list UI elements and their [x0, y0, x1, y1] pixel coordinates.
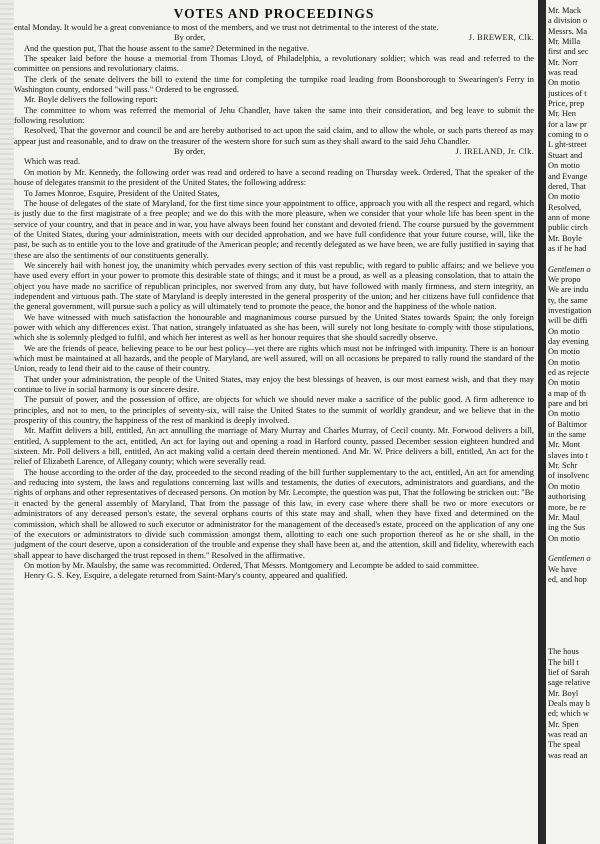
- paragraph: ental Monday. It would be a great conveniance to most of the members, and we trust not detrimental to the interest of the state.: [14, 23, 439, 32]
- side-column-line: On motio: [548, 326, 580, 336]
- side-column-line: investigation: [548, 305, 592, 315]
- side-column-line: was read an: [548, 750, 588, 760]
- side-column-line: On motio: [548, 78, 580, 88]
- paragraph: Mr. Boyle delivers the following report:: [24, 95, 158, 105]
- left-margin-edge: [0, 0, 14, 844]
- side-column-line: On motio: [548, 357, 580, 367]
- side-column-line: dered, That: [548, 181, 586, 191]
- side-column-line: On motio: [548, 192, 580, 202]
- side-column-line: Mr. Milla: [548, 37, 581, 47]
- side-column-line: of insolvenc: [548, 471, 590, 481]
- side-column-line: will be diffi: [548, 316, 588, 326]
- signature-line: [14, 147, 534, 157]
- paragraph: On motion by Mr. Kennedy, the following order was read and ordered to have a second reading on Thursday week. Ordered, That the speaker of the house of delegates transmit to the president of the United States, the following address:: [14, 167, 534, 188]
- side-column-line: Mr. Norr: [548, 57, 578, 67]
- side-column-gap: [548, 637, 600, 647]
- side-column-line: coming to o: [548, 130, 589, 140]
- side-column-line: On motio: [548, 378, 580, 388]
- side-column-line: We propo: [548, 274, 581, 284]
- side-column-line: Mr. Boyl: [548, 688, 579, 698]
- column-gutter: [538, 0, 546, 844]
- paragraph: That under your administration, the people of the United States, may enjoy the best blessings of heaven, is our most earnest wish, and that they may continue to live in social harmony is our sincere desire.: [14, 374, 534, 395]
- main-column: [14, 6, 534, 840]
- side-column-gap: [548, 596, 600, 606]
- side-column-line: ed as rejecte: [548, 368, 590, 378]
- side-column-line: On motio: [548, 409, 580, 419]
- adjacent-column-clipped: [548, 6, 600, 840]
- side-column-line: authorising: [548, 492, 586, 502]
- paragraph: The house according to the order of the day, proceeded to the second reading of the bill further supplementary to the act, entitled, An act for amending and reducing into system, the laws and regulations concerning last wills and testaments, the duties of executors, administrators and guardians, and the rights of orphans and other representatives of deceased persons. On motion by Mr. Lecompte, the question was put, That the following be stricken out: "Be it enacted by the general assembly of Maryland, That from the passage of this law, in every case where there shall be two or more executors or administrators of any deceased person's estate, the several orphans courts of this state may and shall, when they have fixed and determined on the commission, which shall be allowed to such executor or administrator for the management of the deceased's estate, proceed on the application of any one of the executors or administrators to divide such commission amongst them, allotting to each one such proportion thereof as he or she shall, in the judgment of the court deserve, upon a consideration of the trouble and expense they shall have been at, and the attention, skill and fidelity, wherewith each shall appear to have discharged the trust reposed in them." Resolved in the affirmative.: [14, 467, 534, 560]
- side-column-line: in the same: [548, 430, 587, 440]
- side-column-gap: [548, 606, 600, 616]
- side-column-line: a division o: [548, 16, 588, 26]
- signature-name: J. BREWER, Clk.: [468, 33, 534, 43]
- side-column-line: Mr. Maul: [548, 512, 580, 522]
- side-column-line: On motio: [548, 481, 580, 491]
- side-column-line: pare and bri: [548, 399, 588, 409]
- signature-prefix: By order,: [174, 33, 206, 43]
- side-column-line: sage relative: [548, 678, 591, 688]
- paragraph: On motion by Mr. Maulsby, the same was recommitted. Ordered, That Messrs. Montgomery and Lecompte be added to said committee.: [24, 560, 479, 570]
- side-column-line: Messrs. Ma: [548, 26, 588, 36]
- side-column-line: Mr. Mont: [548, 440, 581, 450]
- signature-prefix: By order,: [174, 147, 206, 157]
- signature-line: [14, 33, 534, 43]
- side-column-line: We have: [548, 564, 577, 574]
- side-column-line: for a law pr: [548, 119, 587, 129]
- side-column-line: Deals may b: [548, 699, 590, 709]
- side-column-line: slaves into t: [548, 450, 589, 460]
- side-column-line: ing the Sus: [548, 523, 586, 533]
- paragraph: And the question put, That the house assent to the same? Determined in the negative.: [24, 43, 309, 53]
- paragraph: The speaker laid before the house a memorial from Thomas Lloyd, of Philadelphia, a revolutionary soldier; which was read and referred to the committee on pensions and revolutionary claims.: [14, 54, 534, 74]
- paragraph: The clerk of the senate delivers the bill to extend the time for completing the turnpike road leading from Boonsborough to Swearingen's Ferry in Washington county, endorsed "will pass." Ordered to be engrossed.: [14, 74, 534, 95]
- side-column-line: Gentlemen o: [548, 264, 591, 274]
- paragraph: Mr. Maffitt delivers a bill, entitled, An act annulling the marriage of Mary Murray and Charles Murray, of Cecil county. Mr. Forwood delivers a bill, entitled, A supplement to the act, entitled, An act for laying out and opening a road in Harford county, passed December session eighteen hundred and sixteen. Mr. Poll delivers a bill, entitled, An act making valid a certain deed therein mentioned. And Mr. W. Price delivers a bill, entitled, An act for the relief of Elizabeth Larence, of Allegany county; which were severally read.: [14, 426, 534, 467]
- side-column-line: justices of t: [548, 88, 587, 98]
- paragraph: Resolved, That the governor and council be and are hereby authorised to act upon the said claim, and to allow the whole, or such parts thereof as may appear just and reasonable, and to draw on the treasurer of the western shore for such sum as they shall award to the said Jehu Chandler.: [14, 126, 534, 146]
- side-column-line: lief of Sarah: [548, 668, 590, 677]
- side-column-gap: [548, 254, 600, 264]
- paragraph: Henry G. S. Key, Esquire, a delegate returned from Saint-Mary's county, appeared and qualified.: [24, 571, 348, 581]
- side-column-line: ann of mone: [548, 212, 590, 222]
- side-column-line: Stuart and: [548, 150, 583, 160]
- side-column-line: as if he had: [548, 243, 587, 253]
- side-column-line: The bill t: [548, 657, 579, 667]
- side-column-line: first and sec: [548, 47, 589, 57]
- paragraph: We sincerely hail with honest joy, the unanimity which pervades every section of this vast republic, with regard to public affairs; and we believe you have used every effort in your power to promote this desirable state of things; and it must be a proud, as well as a pleasing consolation, that to attain the object you have made no sacrifice of republican principles, nor swerved from any duty, but have followed with manly firmness, and stern integrity, an independent and virtuous path. The state of Maryland is deeply interested in the general prosperity of the union; and her citizens have full confidence that the general government, will pursue such a policy as will ultimately tend to promote the peace, the honor and the happiness of the whole nation.: [14, 260, 534, 312]
- side-column-line: The hous: [548, 647, 579, 657]
- side-column-line: We are indu: [548, 285, 589, 295]
- side-column-line: day evening: [548, 337, 589, 346]
- side-column-gap: [548, 616, 600, 626]
- masthead: VOTES AND PROCEEDINGS: [173, 6, 375, 21]
- side-column-line: of Baltimor: [548, 419, 587, 429]
- side-column-line: and Evange: [548, 171, 588, 181]
- side-column-line: L ght-street: [548, 140, 587, 150]
- side-column-gap: [548, 544, 600, 554]
- side-column-line: On motio: [548, 161, 580, 171]
- side-column-line: The speal: [548, 740, 581, 750]
- paragraph: The house of delegates of the state of Maryland, for the first time since your appointment to office, approach you with all the respect and regard, which is justly due to the first magistrate of a free people; and we do this with the more pleasure, when we consider that your whole life has been spent in the service of your country, and that in peace and in war, you have always been found her constant and devoted friend. The course pursued by the government of the United States, during your administration, meets with our decided approbation, and we have full confidence that your future course, will, like the past, be such as to entitle you to the love and gratitude of the American people; and recently delegated as we have been, we are fully justified in saying that these are also the sentiments of our constituents generally.: [14, 198, 534, 260]
- side-column-gap: [548, 627, 600, 637]
- side-column-line: Mr. Hen: [548, 109, 576, 119]
- paragraph: The committee to whom was referred the memorial of Jehu Chandler, have taken the same into their consideration, and beg leave to submit the following resolution:: [14, 105, 534, 126]
- side-column-line: more, be re: [548, 502, 586, 512]
- paragraph: The pursuit of power, and the possession of office, are objects for which we should never make a sacrifice of the public good. A firm adherence to principles, and not to men, to the principles of seventy-six, will raise the United States to the summit of worldly grandeur, and we believe that in the prosperity of this country, the happiness of the rest of mankind is deeply involved.: [14, 395, 534, 426]
- side-column-line: ed; which w: [548, 709, 589, 719]
- side-column-line: public circh: [548, 223, 588, 233]
- side-column-line: was read: [548, 68, 578, 78]
- side-column-line: On motio: [548, 533, 580, 543]
- paragraph: We are the friends of peace, believing peace to be our best policy—yet there are rights which must not be infringed with impunity. There is an honour which must be maintained at all hazards, and the people of Maryland, are well assured, will on all occasions be prepared to rally round the standard of the Union, ready to lend their aid to the cause of their country.: [14, 343, 534, 374]
- side-column-line: Mr. Schr: [548, 461, 578, 471]
- signature-name: J. IRELAND, Jr. Clk.: [455, 147, 534, 157]
- side-column-line: Gentlemen o: [548, 554, 591, 564]
- paragraph: Which was read.: [24, 157, 81, 167]
- side-column-line: Mr. Spen: [548, 719, 579, 729]
- paragraph: We have witnessed with much satisfaction the honourable and magnanimous course pursued by the United States towards Spain; the only foreign power with which any differences exist. That nation, strangely infatuated as she has been, will surely not long hesitate to comply with those stipulations, which she is solemnly pledged to fulfil, and which her interest as well as her honour requires that she should sacredly observe.: [14, 312, 534, 343]
- side-column-gap: [548, 585, 600, 595]
- side-column-line: a map of th: [548, 388, 586, 398]
- side-column-line: ed, and hop: [548, 574, 587, 584]
- side-column-line: was read an: [548, 730, 588, 740]
- side-column-line: Mr. Boyle: [548, 233, 582, 243]
- side-column-line: Mr. Mack: [548, 6, 582, 15]
- side-column-line: On motio: [548, 347, 580, 357]
- address-salutation: To James Monroe, Esquire, President of the United States,: [24, 188, 220, 198]
- side-column-line: Price, prep: [548, 99, 585, 109]
- side-column-line: Resolved,: [548, 202, 582, 212]
- side-column-line: ty, the same: [548, 295, 588, 305]
